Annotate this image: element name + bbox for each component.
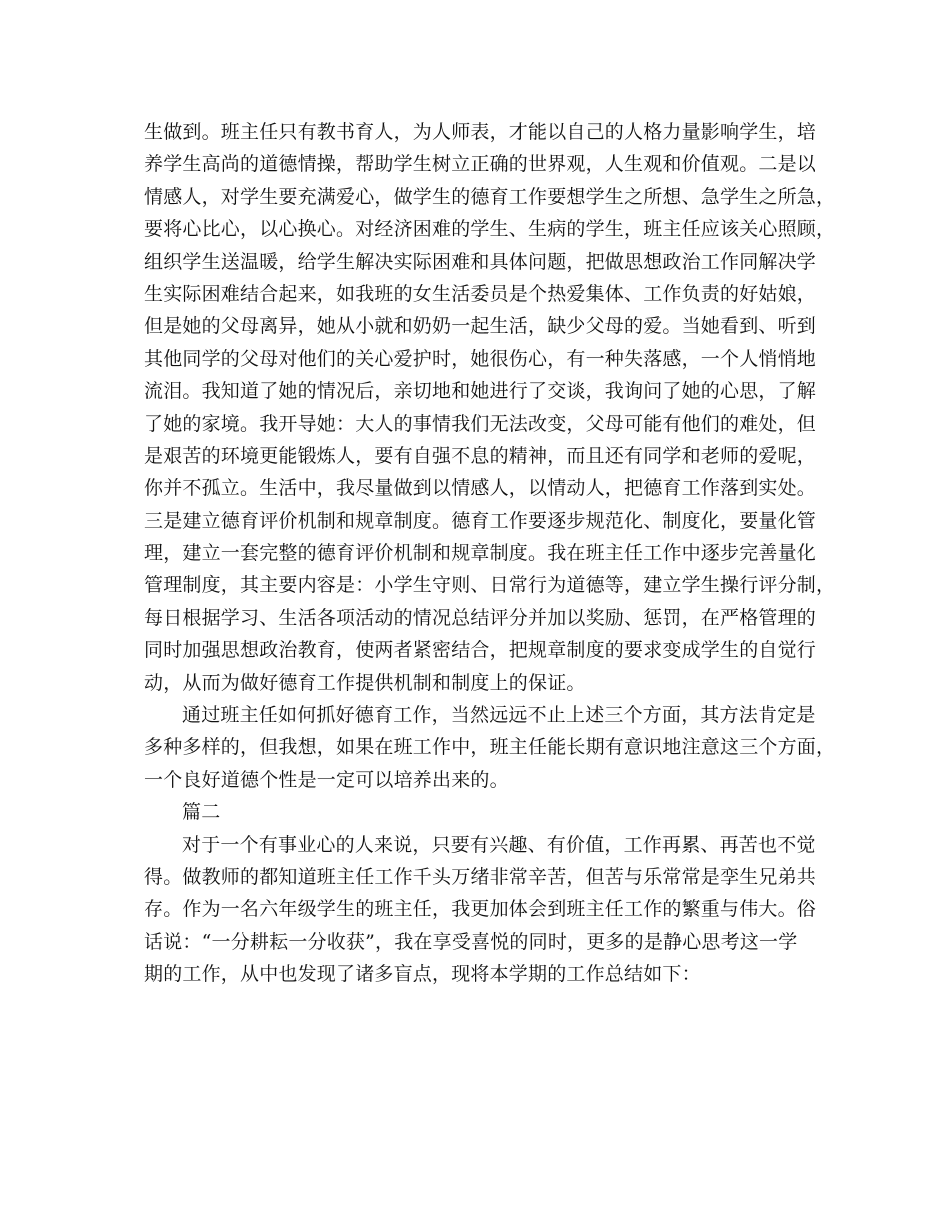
text-line: 生做到。班主任只有教书育人，为人师表，才能以自己的人格力量影响学生，培: [144, 121, 817, 143]
text-line: 生实际困难结合起来，如我班的女生活委员是个热爱集体、工作负责的好姑娘，: [144, 282, 817, 305]
text-line: 得。做教师的都知道班主任工作千头万绪非常辛苦，但苦与乐常常是孪生兄弟共: [144, 865, 817, 888]
text-line: 多种多样的，但我想，如果在班工作中，班主任能长期有意识地注意这三个方面，: [144, 736, 836, 759]
text-line: 流泪。我知道了她的情况后，亲切地和她进行了交谈，我询问了她的心思，了解: [144, 380, 817, 403]
text-line: 了她的家境。我开导她：大人的事情我们无法改变，父母可能有他们的难处，但: [144, 412, 817, 435]
text-line: 一个良好道德个性是一定可以培养出来的。: [144, 768, 509, 791]
text-line: 话说：“一分耕耘一分收获”，我在享受喜悦的同时，更多的是静心思考这一学: [144, 930, 798, 953]
text-line: 篇二: [182, 801, 221, 824]
text-line: 同时加强思想政治教育，使两者紧密结合，把规章制度的要求变成学生的自觉行: [144, 639, 817, 662]
text-line: 通过班主任如何抓好德育工作，当然远远不止上述三个方面，其方法肯定是: [182, 704, 816, 727]
text-line: 对于一个有事业心的人来说，只要有兴趣、有价值，工作再累、再苦也不觉: [182, 833, 816, 856]
text-line: 要将心比心，以心换心。对经济困难的学生、生病的学生，班主任应该关心照顾，: [144, 218, 836, 241]
document-body: [144, 116, 836, 991]
text-line: 期的工作，从中也发现了诸多盲点，现将本学期的工作总结如下：: [144, 963, 701, 986]
text-line: 但是她的父母离异，她从小就和奶奶一起生活，缺少父母的爱。当她看到、听到: [144, 315, 817, 338]
text-line: 三是建立德育评价机制和规章制度。德育工作要逐步规范化、制度化，要量化管: [144, 509, 817, 532]
text-line: 管理制度，其主要内容是：小学生守则、日常行为道德等，建立学生操行评分制，: [144, 574, 836, 597]
text-line: 组织学生送温暖，给学生解决实际困难和具体问题，把做思想政治工作同解决学: [144, 250, 817, 273]
text-line: 是艰苦的环境更能锻炼人，要有自强不息的精神，而且还有同学和老师的爱呢，: [144, 444, 817, 467]
text-line: 你并不孤立。生活中，我尽量做到以情感人，以情动人，把德育工作落到实处。: [144, 477, 817, 500]
text-line: 其他同学的父母对他们的关心爱护时，她很伤心，有一种失落感，一个人悄悄地: [144, 347, 817, 370]
text-line: 情感人，对学生要充满爱心，做学生的德育工作要想学生之所想、急学生之所急，: [144, 185, 836, 208]
text-line: 每日根据学习、生活各项活动的情况总结评分并加以奖励、惩罚，在严格管理的: [144, 606, 817, 629]
text-line: 养学生高尚的道德情操，帮助学生树立正确的世界观，人生观和价值观。二是以: [144, 153, 817, 176]
text-line: 动，从而为做好德育工作提供机制和制度上的保证。: [144, 671, 586, 694]
text-line: 存。作为一名六年级学生的班主任，我更加体会到班主任工作的繁重与伟大。俗: [144, 898, 817, 921]
text-line: 理，建立一套完整的德育评价机制和规章制度。我在班主任工作中逐步完善量化: [144, 542, 817, 565]
